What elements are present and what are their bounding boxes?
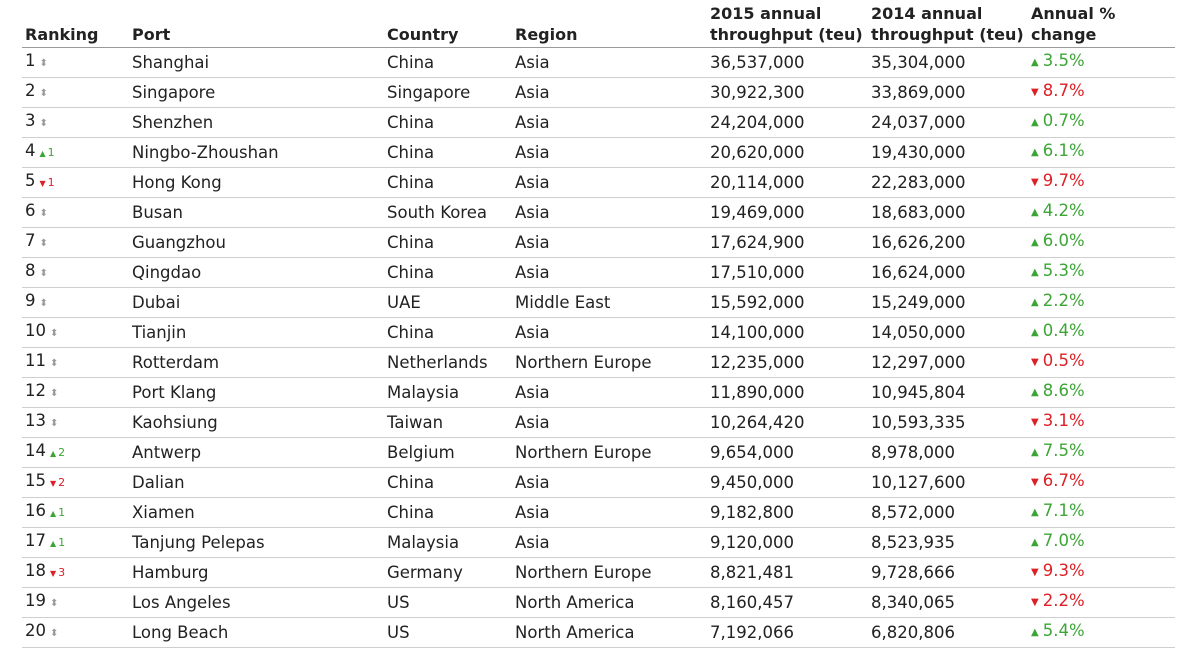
throughput-2014-cell: 35,304,000 [868,48,1028,78]
triangle-up-icon: ▲ [50,539,57,548]
annual-change-value: 8.7% [1042,81,1085,100]
triangle-up-icon: ▲ [1031,207,1039,218]
annual-change-value: 2.2% [1042,591,1085,610]
header-2015-throughput: 2015 annual throughput (teu) [707,0,868,48]
triangle-up-icon: ▲ [1031,147,1039,158]
triangle-down-icon: ▼ [1031,87,1039,98]
table-body [22,48,1175,648]
rank-movement [40,176,55,189]
ranking-cell [22,378,129,408]
annual-change-value: 5.4% [1042,621,1085,640]
annual-change-cell [1028,438,1175,468]
rank-value: 9 [25,291,36,310]
annual-change-value: 5.3% [1042,261,1085,280]
triangle-up-icon: ▲ [1031,297,1039,308]
triangle-down-icon: ▼ [1031,417,1039,428]
country-cell: Singapore [384,78,512,108]
throughput-2014-cell: 24,037,000 [868,108,1028,138]
rank-movement-value: 1 [47,176,55,189]
up-down-arrows-icon: ⬍ [39,88,48,99]
throughput-2015-cell: 17,510,000 [707,258,868,288]
throughput-2015-cell: 7,192,066 [707,618,868,648]
annual-change-value: 9.3% [1042,561,1085,580]
triangle-up-icon: ▲ [39,149,46,158]
throughput-2015-cell: 14,100,000 [707,318,868,348]
annual-change-cell [1028,48,1175,78]
region-cell: Asia [512,378,707,408]
rank-value: 19 [25,591,46,610]
table-row [22,438,1175,468]
port-cell: Ningbo-Zhoushan [129,138,384,168]
rank-movement [50,446,65,459]
ranking-cell [22,228,129,258]
rank-value: 5 [25,171,36,190]
throughput-2015-cell: 15,592,000 [707,288,868,318]
region-cell: Northern Europe [512,438,707,468]
region-cell: Asia [512,498,707,528]
throughput-2014-cell: 16,624,000 [868,258,1028,288]
ranking-cell [22,78,129,108]
rank-value: 10 [25,321,46,340]
region-cell: Northern Europe [512,558,707,588]
table-row [22,588,1175,618]
triangle-down-icon: ▼ [50,569,57,578]
rank-value: 15 [25,471,46,490]
region-cell: Asia [512,198,707,228]
throughput-2015-cell: 36,537,000 [707,48,868,78]
throughput-2015-cell: 8,821,481 [707,558,868,588]
country-cell: US [384,618,512,648]
port-cell: Hong Kong [129,168,384,198]
annual-change-cell [1028,498,1175,528]
annual-change-value: 9.7% [1042,171,1085,190]
up-down-arrows-icon: ⬍ [39,208,48,219]
header-2014-throughput: 2014 annual throughput (teu) [868,0,1028,48]
region-cell: Asia [512,408,707,438]
header-annual-change: Annual % change [1028,0,1175,48]
throughput-2014-cell: 19,430,000 [868,138,1028,168]
throughput-2014-cell: 10,945,804 [868,378,1028,408]
annual-change-cell [1028,168,1175,198]
table-row [22,528,1175,558]
up-down-arrows-icon: ⬍ [50,358,59,369]
annual-change-cell [1028,468,1175,498]
country-cell: China [384,498,512,528]
table-row [22,618,1175,648]
table-row [22,108,1175,138]
annual-change-value: 6.0% [1042,231,1085,250]
country-cell: Belgium [384,438,512,468]
annual-change-cell [1028,138,1175,168]
up-down-arrows-icon: ⬍ [50,388,59,399]
up-down-arrows-icon: ⬍ [50,598,59,609]
rank-value: 18 [25,561,46,580]
ranking-cell [22,498,129,528]
annual-change-cell [1028,348,1175,378]
annual-change-cell [1028,198,1175,228]
throughput-2015-cell: 11,890,000 [707,378,868,408]
region-cell: Asia [512,228,707,258]
throughput-2015-cell: 9,182,800 [707,498,868,528]
annual-change-value: 3.5% [1042,51,1085,70]
port-cell: Guangzhou [129,228,384,258]
port-cell: Los Angeles [129,588,384,618]
annual-change-cell [1028,618,1175,648]
region-cell: Asia [512,78,707,108]
throughput-2015-cell: 20,620,000 [707,138,868,168]
table-row [22,78,1175,108]
rank-value: 13 [25,411,46,430]
rank-movement-value: 2 [58,446,66,459]
rank-movement [50,566,65,579]
rank-value: 7 [25,231,36,250]
ranking-cell [22,618,129,648]
rank-value: 14 [25,441,46,460]
triangle-down-icon: ▼ [1031,477,1039,488]
throughput-2014-cell: 22,283,000 [868,168,1028,198]
annual-change-cell [1028,408,1175,438]
header-ranking: Ranking [22,0,129,48]
throughput-2015-cell: 9,120,000 [707,528,868,558]
annual-change-cell [1028,528,1175,558]
throughput-2015-cell: 10,264,420 [707,408,868,438]
ranking-cell [22,48,129,78]
throughput-2014-cell: 18,683,000 [868,198,1028,228]
annual-change-value: 3.1% [1042,411,1085,430]
region-cell: Asia [512,258,707,288]
ranking-cell [22,408,129,438]
table-row [22,48,1175,78]
throughput-2015-cell: 20,114,000 [707,168,868,198]
port-cell: Kaohsiung [129,408,384,438]
port-cell: Qingdao [129,258,384,288]
table-row [22,258,1175,288]
region-cell: Asia [512,108,707,138]
triangle-up-icon: ▲ [1031,237,1039,248]
throughput-2014-cell: 33,869,000 [868,78,1028,108]
triangle-up-icon: ▲ [50,509,57,518]
region-cell: Asia [512,318,707,348]
up-down-arrows-icon: ⬍ [39,268,48,279]
country-cell: China [384,258,512,288]
triangle-up-icon: ▲ [1031,267,1039,278]
ranking-cell [22,198,129,228]
throughput-2014-cell: 10,127,600 [868,468,1028,498]
country-cell: China [384,228,512,258]
header-row [22,0,1175,48]
triangle-up-icon: ▲ [1031,57,1039,68]
annual-change-value: 8.6% [1042,381,1085,400]
triangle-down-icon: ▼ [50,479,57,488]
triangle-up-icon: ▲ [1031,507,1039,518]
ranking-cell [22,588,129,618]
rank-value: 11 [25,351,46,370]
rank-value: 8 [25,261,36,280]
rank-movement [50,536,65,549]
country-cell: Netherlands [384,348,512,378]
rank-value: 20 [25,621,46,640]
annual-change-cell [1028,108,1175,138]
country-cell: Malaysia [384,528,512,558]
port-cell: Busan [129,198,384,228]
region-cell: Middle East [512,288,707,318]
port-ranking-table [22,0,1175,648]
port-cell: Shanghai [129,48,384,78]
port-cell: Hamburg [129,558,384,588]
port-cell: Dalian [129,468,384,498]
throughput-2014-cell: 9,728,666 [868,558,1028,588]
region-cell: North America [512,588,707,618]
country-cell: China [384,468,512,498]
rank-value: 3 [25,111,36,130]
table-row [22,348,1175,378]
triangle-up-icon: ▲ [1031,537,1039,548]
annual-change-cell [1028,318,1175,348]
throughput-2015-cell: 9,654,000 [707,438,868,468]
annual-change-cell [1028,558,1175,588]
throughput-2015-cell: 19,469,000 [707,198,868,228]
throughput-2014-cell: 14,050,000 [868,318,1028,348]
table-row [22,228,1175,258]
table-row [22,168,1175,198]
port-cell: Antwerp [129,438,384,468]
triangle-down-icon: ▼ [1031,597,1039,608]
header-port: Port [129,0,384,48]
up-down-arrows-icon: ⬍ [39,118,48,129]
table-row [22,378,1175,408]
throughput-2015-cell: 8,160,457 [707,588,868,618]
region-cell: North America [512,618,707,648]
table-row [22,558,1175,588]
throughput-2015-cell: 9,450,000 [707,468,868,498]
rank-movement-value: 1 [58,506,66,519]
country-cell: South Korea [384,198,512,228]
up-down-arrows-icon: ⬍ [39,298,48,309]
triangle-up-icon: ▲ [1031,387,1039,398]
region-cell: Asia [512,138,707,168]
rank-movement [40,146,55,159]
throughput-2014-cell: 15,249,000 [868,288,1028,318]
triangle-up-icon: ▲ [1031,447,1039,458]
throughput-2014-cell: 8,978,000 [868,438,1028,468]
annual-change-value: 0.5% [1042,351,1085,370]
region-cell: Asia [512,168,707,198]
region-cell: Asia [512,468,707,498]
throughput-2014-cell: 8,523,935 [868,528,1028,558]
port-cell: Xiamen [129,498,384,528]
ranking-cell [22,348,129,378]
annual-change-cell [1028,588,1175,618]
rank-value: 2 [25,81,36,100]
throughput-2015-cell: 24,204,000 [707,108,868,138]
throughput-2015-cell: 17,624,900 [707,228,868,258]
ranking-cell [22,108,129,138]
ranking-cell [22,438,129,468]
rank-value: 4 [25,141,36,160]
ranking-cell [22,528,129,558]
region-cell: Northern Europe [512,348,707,378]
port-cell: Shenzhen [129,108,384,138]
ranking-cell [22,138,129,168]
triangle-up-icon: ▲ [1031,627,1039,638]
annual-change-value: 0.7% [1042,111,1085,130]
up-down-arrows-icon: ⬍ [50,328,59,339]
throughput-2014-cell: 8,340,065 [868,588,1028,618]
ranking-cell [22,558,129,588]
triangle-down-icon: ▼ [1031,177,1039,188]
triangle-down-icon: ▼ [1031,357,1039,368]
country-cell: Malaysia [384,378,512,408]
annual-change-cell [1028,228,1175,258]
triangle-up-icon: ▲ [1031,117,1039,128]
table-row [22,468,1175,498]
ranking-cell [22,258,129,288]
throughput-2014-cell: 10,593,335 [868,408,1028,438]
country-cell: Taiwan [384,408,512,438]
rank-value: 1 [25,51,36,70]
table-row [22,408,1175,438]
rank-movement-value: 3 [58,566,66,579]
country-cell: China [384,168,512,198]
up-down-arrows-icon: ⬍ [50,418,59,429]
triangle-up-icon: ▲ [50,449,57,458]
ranking-cell [22,168,129,198]
throughput-2015-cell: 30,922,300 [707,78,868,108]
annual-change-cell [1028,258,1175,288]
throughput-2014-cell: 6,820,806 [868,618,1028,648]
rank-value: 16 [25,501,46,520]
table-row [22,198,1175,228]
table-row [22,138,1175,168]
country-cell: US [384,588,512,618]
throughput-2014-cell: 8,572,000 [868,498,1028,528]
rank-movement-value: 2 [58,476,66,489]
triangle-down-icon: ▼ [1031,567,1039,578]
rank-movement-value: 1 [47,146,55,159]
ranking-cell [22,318,129,348]
header-country: Country [384,0,512,48]
country-cell: Germany [384,558,512,588]
annual-change-value: 6.7% [1042,471,1085,490]
country-cell: UAE [384,288,512,318]
table-row [22,498,1175,528]
header-region: Region [512,0,707,48]
annual-change-cell [1028,78,1175,108]
ranking-cell [22,468,129,498]
annual-change-value: 0.4% [1042,321,1085,340]
port-cell: Dubai [129,288,384,318]
table-row [22,318,1175,348]
annual-change-cell [1028,288,1175,318]
rank-value: 6 [25,201,36,220]
annual-change-cell [1028,378,1175,408]
up-down-arrows-icon: ⬍ [50,628,59,639]
country-cell: China [384,48,512,78]
country-cell: China [384,108,512,138]
rank-movement [50,506,65,519]
up-down-arrows-icon: ⬍ [39,58,48,69]
ranking-cell [22,288,129,318]
annual-change-value: 2.2% [1042,291,1085,310]
region-cell: Asia [512,528,707,558]
region-cell: Asia [512,48,707,78]
port-cell: Rotterdam [129,348,384,378]
country-cell: China [384,138,512,168]
throughput-2014-cell: 12,297,000 [868,348,1028,378]
annual-change-value: 4.2% [1042,201,1085,220]
annual-change-value: 7.1% [1042,501,1085,520]
port-cell: Port Klang [129,378,384,408]
annual-change-value: 7.0% [1042,531,1085,550]
annual-change-value: 7.5% [1042,441,1085,460]
throughput-2015-cell: 12,235,000 [707,348,868,378]
port-cell: Tianjin [129,318,384,348]
up-down-arrows-icon: ⬍ [39,238,48,249]
annual-change-value: 6.1% [1042,141,1085,160]
port-cell: Tanjung Pelepas [129,528,384,558]
rank-value: 17 [25,531,46,550]
rank-movement [50,476,65,489]
table-row [22,288,1175,318]
triangle-up-icon: ▲ [1031,327,1039,338]
rank-movement-value: 1 [58,536,66,549]
throughput-2014-cell: 16,626,200 [868,228,1028,258]
port-cell: Singapore [129,78,384,108]
port-cell: Long Beach [129,618,384,648]
rank-value: 12 [25,381,46,400]
triangle-down-icon: ▼ [39,179,46,188]
country-cell: China [384,318,512,348]
